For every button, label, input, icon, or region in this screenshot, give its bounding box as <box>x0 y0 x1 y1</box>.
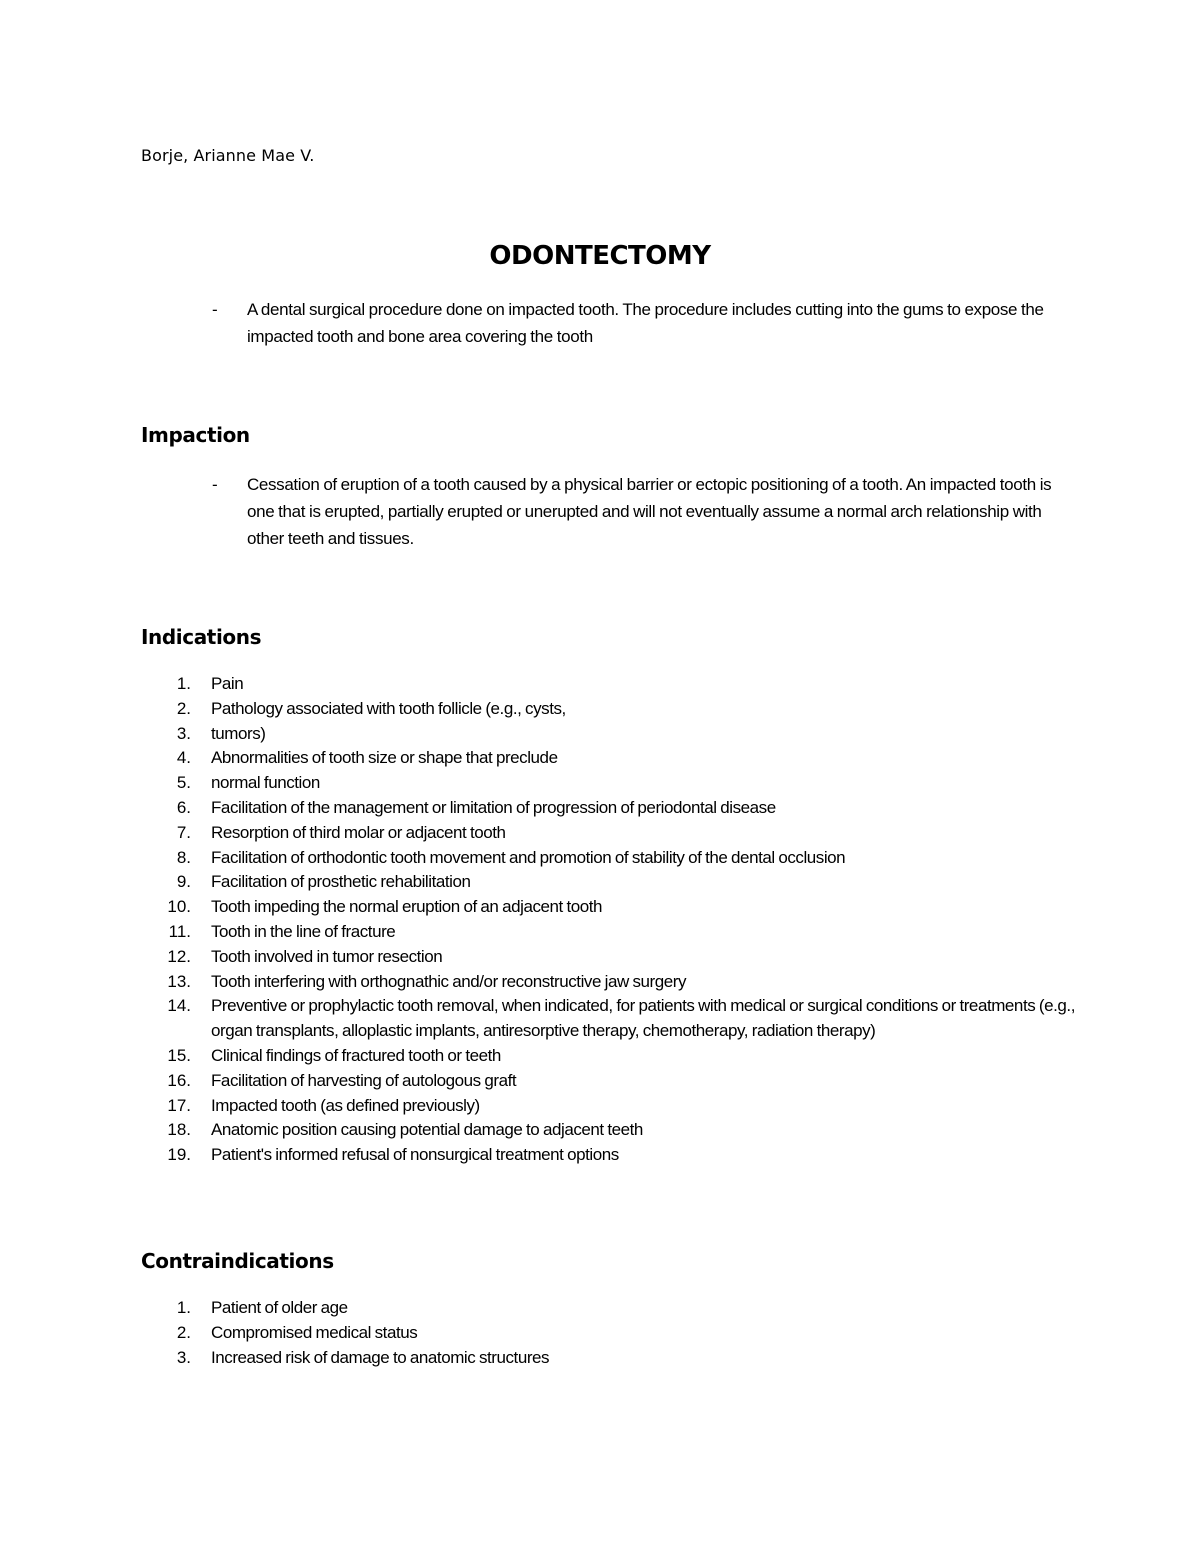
list-item-text: Pathology associated with tooth follicle (e.g., cysts, <box>211 698 566 718</box>
list-item <box>160 970 1080 995</box>
definition-text: A dental surgical procedure done on impacted tooth. The procedure includes cutting into the gums to expose the impacted tooth and bone area covering the tooth <box>247 300 1044 346</box>
list-item <box>160 1094 1080 1119</box>
list-item <box>160 697 1080 722</box>
list-item-text: normal function <box>211 773 320 793</box>
list-item-text: Tooth involved in tumor resection <box>211 946 443 966</box>
list-number: 4. <box>176 748 191 768</box>
list-number: 14. <box>167 996 191 1016</box>
list-item-text: Clinical findings of fractured tooth or teeth <box>211 1045 501 1065</box>
list-item <box>160 722 1080 747</box>
list-item <box>160 1321 1080 1346</box>
list-item <box>160 746 1080 771</box>
indications-list <box>160 672 1080 1168</box>
list-number: 3. <box>176 723 191 743</box>
list-item-text: Abnormalities of tooth size or shape that preclude <box>211 748 558 768</box>
list-item <box>160 846 1080 871</box>
list-item <box>160 1044 1080 1069</box>
list-item-text: Increased risk of damage to anatomic structures <box>211 1347 550 1367</box>
contraindications-heading: Contraindications <box>141 1249 334 1273</box>
definition-block <box>212 296 1072 350</box>
list-item <box>160 1346 1080 1371</box>
list-number: 18. <box>167 1120 191 1140</box>
list-number: 19. <box>167 1145 191 1165</box>
list-item-text: Facilitation of harvesting of autologous graft <box>211 1070 517 1090</box>
impaction-block <box>212 471 1072 552</box>
list-item <box>160 994 1080 1044</box>
list-item-text: Facilitation of the management or limitation of progression of periodontal disease <box>211 797 776 817</box>
list-item-text: Preventive or prophylactic tooth removal, when indicated, for patients with medical or surgical conditions or treatments (e.g., organ transplants, alloplastic implants, antiresorptive therapy, chemotherapy, radiation therapy) <box>211 996 1075 1041</box>
indications-heading: Indications <box>141 625 262 649</box>
definition-bullet: - <box>212 300 218 319</box>
impaction-text: Cessation of eruption of a tooth caused by a physical barrier or ectopic positioning of a tooth. An impacted tooth is one that is erupted, partially erupted or unerupted and will not eventually assume a normal arch relationship with other teeth and tissues. <box>247 475 1052 548</box>
list-item-text: Tooth interfering with orthognathic and/or reconstructive jaw surgery <box>211 971 687 991</box>
list-number: 3. <box>176 1347 191 1367</box>
list-item-text: Anatomic position causing potential damage to adjacent teeth <box>211 1120 643 1140</box>
list-number: 15. <box>167 1045 191 1065</box>
author-name: Borje, Arianne Mae V. <box>141 146 315 165</box>
contraindications-list <box>160 1296 1080 1370</box>
list-number: 10. <box>167 897 191 917</box>
list-number: 6. <box>176 797 191 817</box>
list-number: 7. <box>176 822 191 842</box>
list-number: 5. <box>176 773 191 793</box>
list-item-text: Facilitation of orthodontic tooth movement and promotion of stability of the dental occlusion <box>211 847 846 867</box>
list-number: 8. <box>176 847 191 867</box>
list-item <box>160 945 1080 970</box>
list-number: 13. <box>167 971 191 991</box>
list-item-text: Tooth in the line of fracture <box>211 921 396 941</box>
list-item-text: Patient of older age <box>211 1298 348 1317</box>
document-title: ODONTECTOMY <box>489 241 711 271</box>
list-number: 12. <box>167 946 191 966</box>
list-item <box>160 672 1080 697</box>
list-item <box>160 1296 1080 1321</box>
list-item-text: Compromised medical status <box>211 1322 418 1342</box>
list-item-text: Facilitation of prosthetic rehabilitation <box>211 872 471 892</box>
list-number: 9. <box>176 872 191 892</box>
list-number: 1. <box>176 1298 191 1317</box>
list-item-text: Impacted tooth (as defined previously) <box>211 1095 480 1115</box>
list-item <box>160 1118 1080 1143</box>
list-number: 2. <box>176 1322 191 1342</box>
list-item <box>160 920 1080 945</box>
list-item <box>160 870 1080 895</box>
list-item-text: Tooth impeding the normal eruption of an adjacent tooth <box>211 897 603 917</box>
impaction-bullet: - <box>212 475 218 494</box>
list-item-text: tumors) <box>211 723 266 743</box>
impaction-heading: Impaction <box>141 423 250 447</box>
list-number: 1. <box>176 674 191 693</box>
list-item <box>160 1069 1080 1094</box>
list-number: 17. <box>167 1095 191 1115</box>
list-item <box>160 1143 1080 1168</box>
list-item <box>160 771 1080 796</box>
list-item-text: Resorption of third molar or adjacent tooth <box>211 822 506 842</box>
list-item <box>160 796 1080 821</box>
list-number: 11. <box>168 921 191 941</box>
list-item <box>160 895 1080 920</box>
list-number: 16. <box>167 1070 191 1090</box>
list-item-text: Patient's informed refusal of nonsurgical treatment options <box>211 1145 619 1165</box>
list-item <box>160 821 1080 846</box>
list-item-text: Pain <box>211 674 244 693</box>
list-number: 2. <box>176 698 191 718</box>
